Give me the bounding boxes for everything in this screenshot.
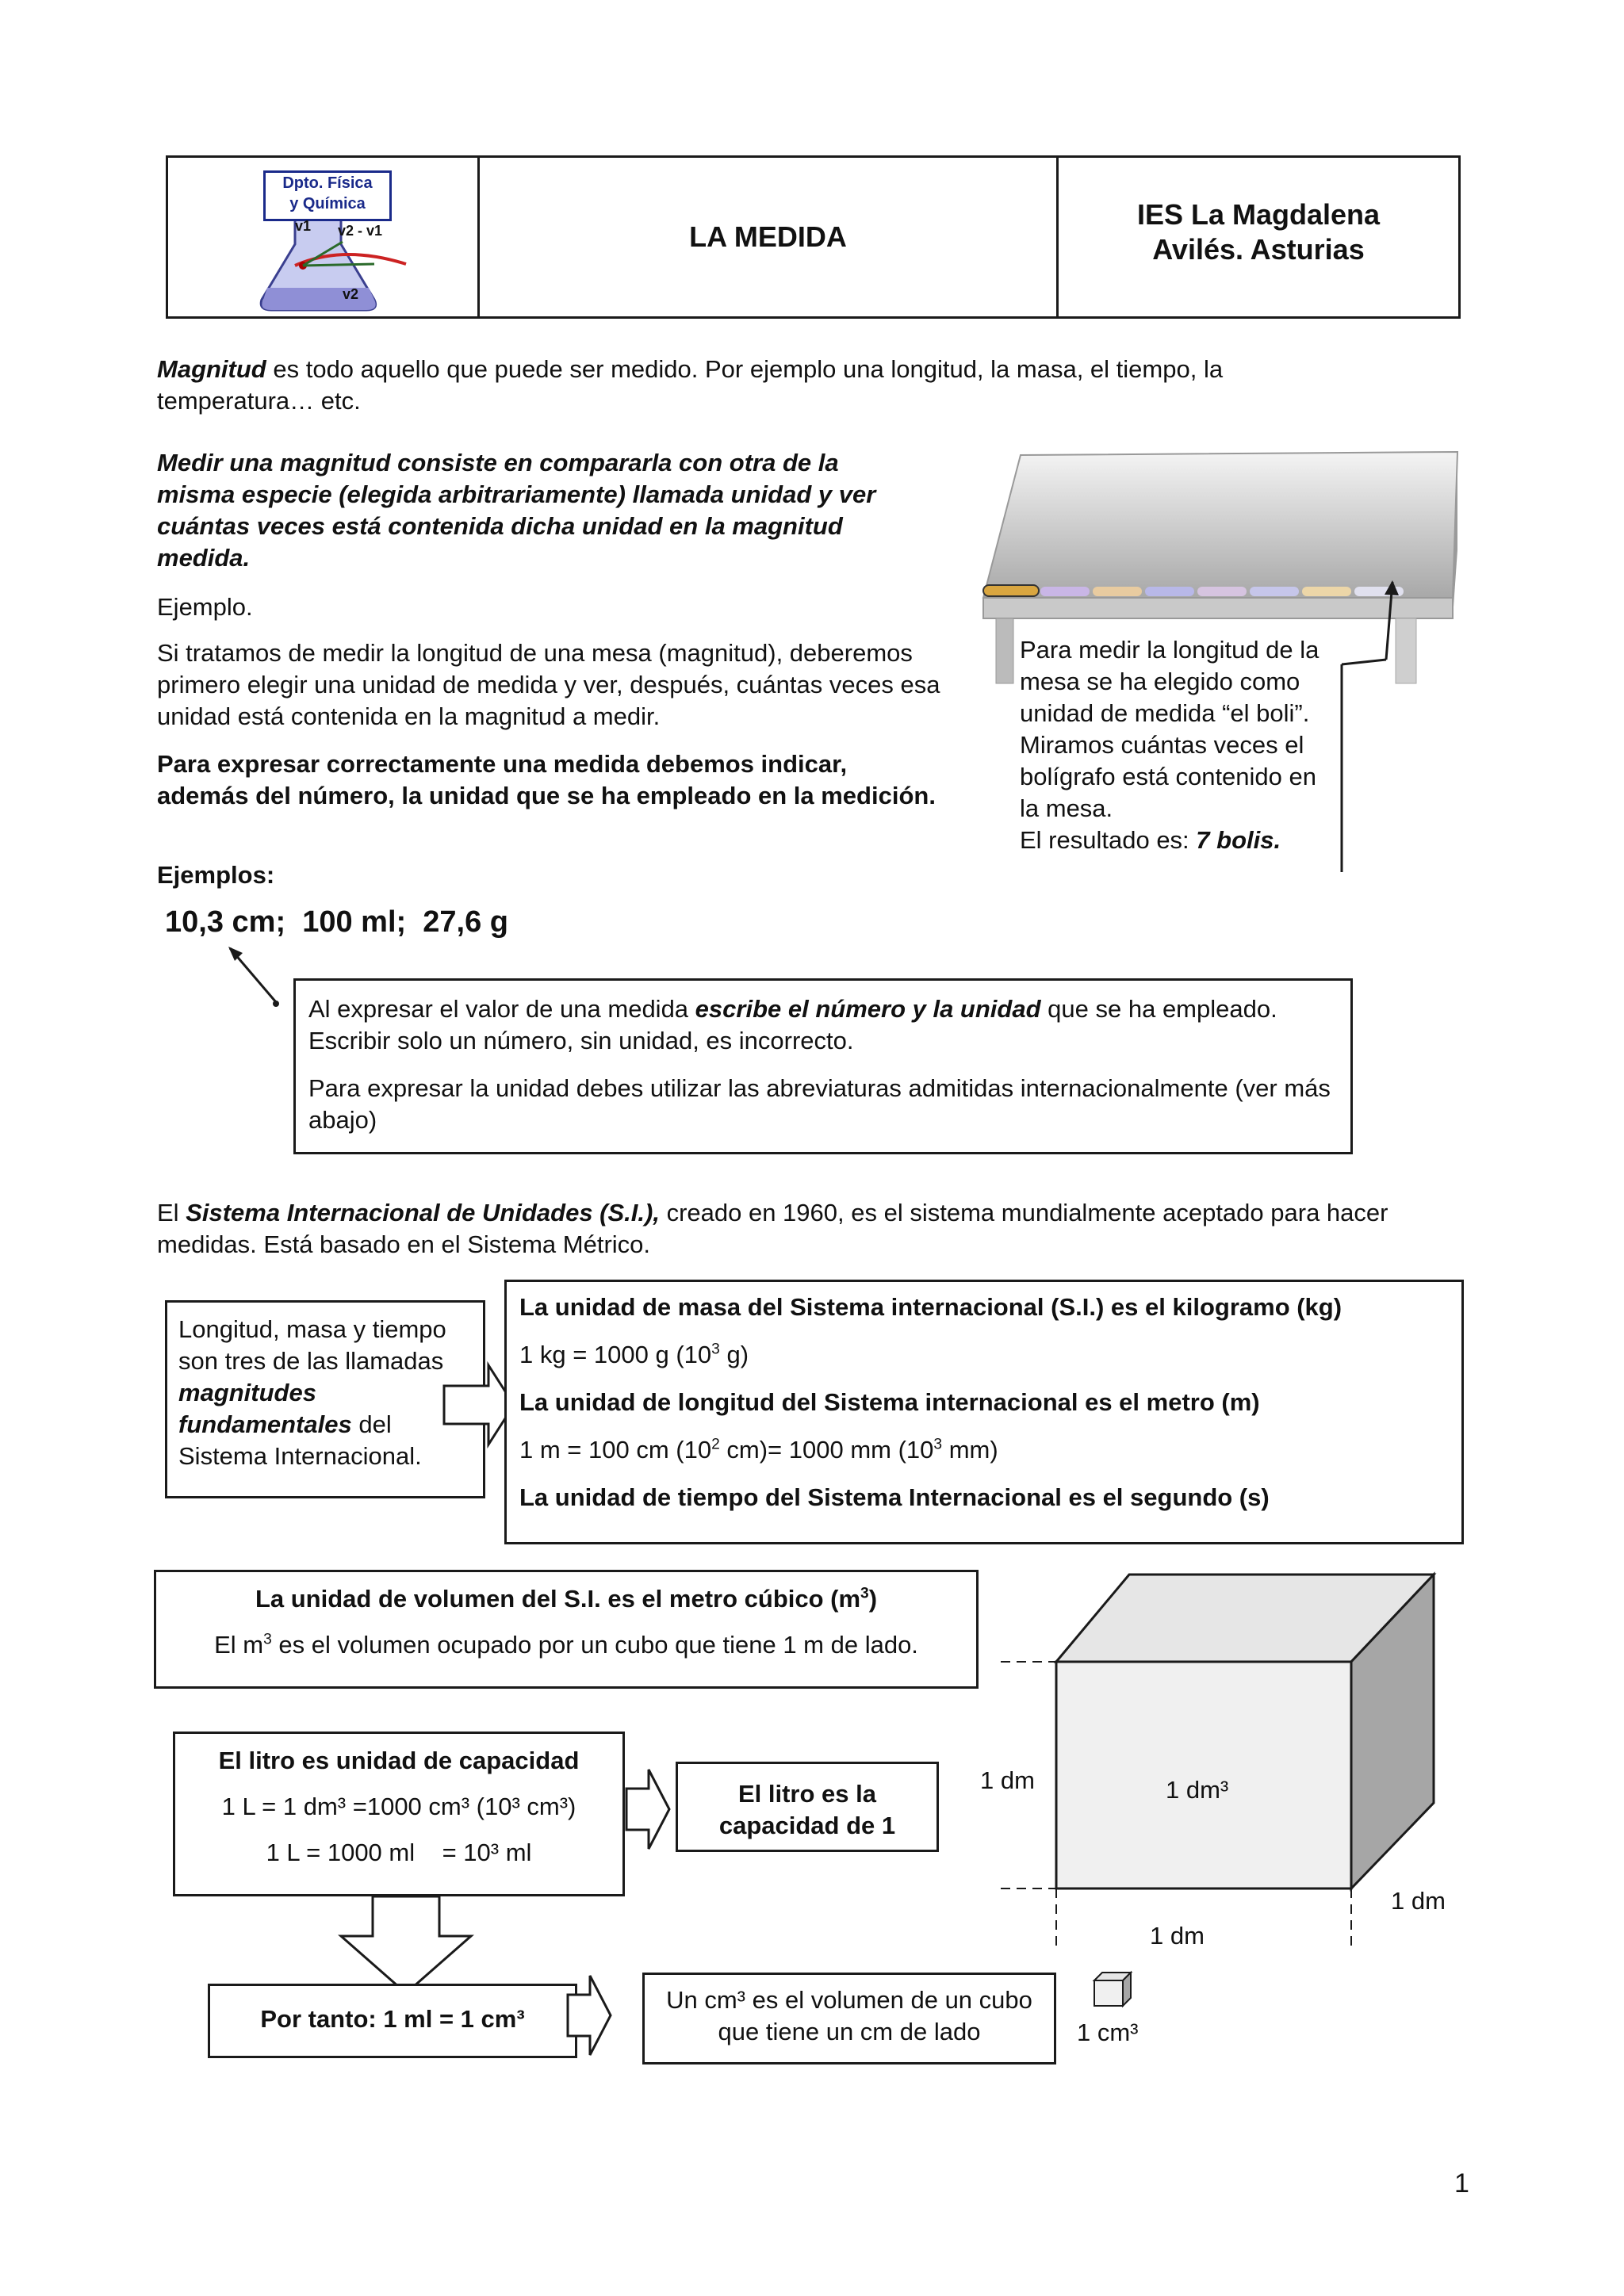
small-cube-icon (1091, 1971, 1139, 2011)
tiempo-title: La unidad de tiempo del Sistema Internacional es el segundo (s) (519, 1483, 1270, 1511)
units-note-line1 (308, 993, 1338, 1057)
ejemplos-label: Ejemplos: (157, 861, 275, 889)
units-note-line1-emph: escribe el número y la unidad (695, 995, 1041, 1023)
longitud-eq-sup2: 3 (933, 1436, 943, 1453)
litro-eq1: 1 L = 1 dm³ =1000 cm³ (10³ cm³) (221, 1793, 576, 1820)
logo-label (263, 170, 392, 221)
longitud-title: La unidad de longitud del Sistema internacional es el metro (m) (519, 1388, 1260, 1416)
cube-side-left-label: 1 dm (980, 1766, 1035, 1794)
si-name: Sistema Internacional de Unidades (S.I.), (186, 1199, 660, 1226)
volumen-text-sup: 3 (263, 1631, 272, 1648)
school-line-1: IES La Magdalena (1136, 198, 1381, 231)
table-note-result-prefix: El resultado es: (1020, 826, 1197, 854)
cube-side-bottom-label: 1 dm (1150, 1922, 1205, 1950)
header-logo-cell (168, 158, 480, 316)
volumen-box (154, 1570, 979, 1689)
magnitud-paragraph (157, 354, 1346, 417)
ejemplo-label: Ejemplo. (157, 593, 253, 621)
fundamentales-box (165, 1300, 485, 1498)
expresar-text: Para expresar correctamente una medida debemos indicar, además del número, la unidad que se ha empleado en la medición. (157, 750, 936, 809)
si-prefix: El (157, 1199, 186, 1226)
cube-side-right-label: 1 dm (1391, 1887, 1446, 1915)
units-note-line1-prefix: Al expresar el valor de una medida (308, 995, 695, 1023)
magnitud-text: es todo aquello que puede ser medido. Por ejemplo una longitud, la masa, el tiempo, la temperatura… etc. (157, 355, 1224, 415)
longitud-eq-c: mm) (942, 1436, 998, 1464)
volumen-text (164, 1629, 968, 1661)
litro-down-arrow (335, 1895, 477, 1998)
masa-title: La unidad de masa del Sistema internacional (S.I.) es el kilogramo (kg) (519, 1293, 1342, 1321)
fundamentales-after: del Sistema Internacional. (178, 1410, 422, 1470)
table-note-result-value: 7 bolis. (1196, 826, 1281, 854)
units-note-line1-suffix: que se ha empleado. Escribir solo un número, sin unidad, es incorrecto. (308, 995, 1277, 1054)
si-rest: creado en 1960, es el sistema mundialmente aceptado para hacer medidas. Está basado en el Sistema Métrico. (157, 1199, 1388, 1258)
litro-title: El litro es unidad de capacidad (218, 1747, 580, 1774)
page-number: 1 (1454, 2168, 1469, 2198)
cm3-note: Un cm³ es el volumen de un cubo que tiene un cm de lado (666, 1986, 1032, 2045)
cube-volume-text: 1 dm³ (1166, 1776, 1229, 1804)
longitud-eq (519, 1434, 1449, 1466)
litro-eq2: 1 L = 1000 ml = 10³ ml (266, 1839, 532, 1866)
volumen-title-a: La unidad de volumen del S.I. es el metro cúbico (m (255, 1585, 861, 1613)
conclusion-right-arrow (566, 1973, 614, 2060)
department-logo (247, 169, 422, 312)
logo-diff: v2 - v1 (338, 223, 383, 239)
volumen-title (164, 1583, 968, 1615)
volumen-text-a: El m (214, 1631, 264, 1659)
table-note (1020, 634, 1337, 856)
volumen-text-b: es el volumen ocupado por un cubo que tiene 1 m de lado. (271, 1631, 918, 1659)
si-units-box (504, 1280, 1464, 1544)
litro-capacity-box (676, 1762, 939, 1852)
longitud-eq-b: cm)= 1000 mm (10 (719, 1436, 934, 1464)
ejemplos-pointer-arrow (227, 945, 290, 1008)
volumen-title-sup: 3 (860, 1585, 869, 1602)
ejemplos-values: 10,3 cm; 100 ml; 27,6 g (165, 905, 509, 939)
cube-volume-label (1166, 1774, 1228, 1806)
school-name (1059, 197, 1458, 267)
masa-eq-a: 1 kg = 1000 g (10 (519, 1341, 712, 1368)
ejemplo-text: Si tratamos de medir la longitud de una mesa (magnitud), deberemos primero elegir una unidad de medida y ver, después, cuántas veces esa unidad está contenida en la magnitud a medir. (157, 639, 940, 730)
magnitud-term: Magnitud (157, 355, 266, 383)
school-line-2: Avilés. Asturias (1152, 233, 1365, 266)
medir-definition: Medir una magnitud consiste en compararla con otra de la misma especie (elegida arbitrariamente) llamada unidad y ver cuántas veces está contenida dicha unidad en la magnitud medida. (157, 449, 876, 572)
small-cube-label: 1 cm³ (1077, 2019, 1139, 2046)
units-note-box (293, 978, 1353, 1154)
logo-v2: v2 (343, 286, 359, 302)
table-note-result (1020, 825, 1337, 856)
masa-eq-b: g) (719, 1341, 749, 1368)
litro-right-arrow (625, 1766, 672, 1854)
litro-box (173, 1732, 625, 1896)
logo-v1: v1 (295, 218, 312, 234)
units-note-line2: Para expresar la unidad debes utilizar las abreviaturas admitidas internacionalmente (ver más abajo) (308, 1074, 1331, 1134)
logo-text-dept: Dpto. Física (282, 174, 373, 192)
cm3-note-box (642, 1973, 1056, 2064)
si-paragraph (157, 1197, 1457, 1261)
longitud-eq-sup1: 2 (711, 1436, 720, 1453)
fundamentales-text (178, 1314, 472, 1472)
header-table (166, 155, 1461, 319)
volumen-title-b: ) (868, 1585, 878, 1613)
masa-eq (519, 1339, 1449, 1371)
table-note-connector (1340, 579, 1435, 832)
litro-capacity-note: El litro es la capacidad de 1 (718, 1780, 896, 1839)
logo-text-area: y Química (289, 195, 366, 212)
masa-eq-sup: 3 (711, 1341, 720, 1358)
table-note-text: Para medir la longitud de la mesa se ha elegido como unidad de medida “el boli”. Miramos cuántas veces el bolígrafo está contenido en la mesa. (1020, 636, 1320, 822)
fundamentales-before: Longitud, masa y tiempo son tres de las llamadas (178, 1315, 446, 1375)
fundamentales-emph: magnitudes fundamentales (178, 1379, 352, 1438)
page-title: LA MEDIDA (689, 220, 847, 253)
longitud-eq-a: 1 m = 100 cm (10 (519, 1436, 712, 1464)
conclusion-box (208, 1984, 577, 2058)
ml-conclusion: Por tanto: 1 ml = 1 cm³ (260, 2005, 525, 2033)
